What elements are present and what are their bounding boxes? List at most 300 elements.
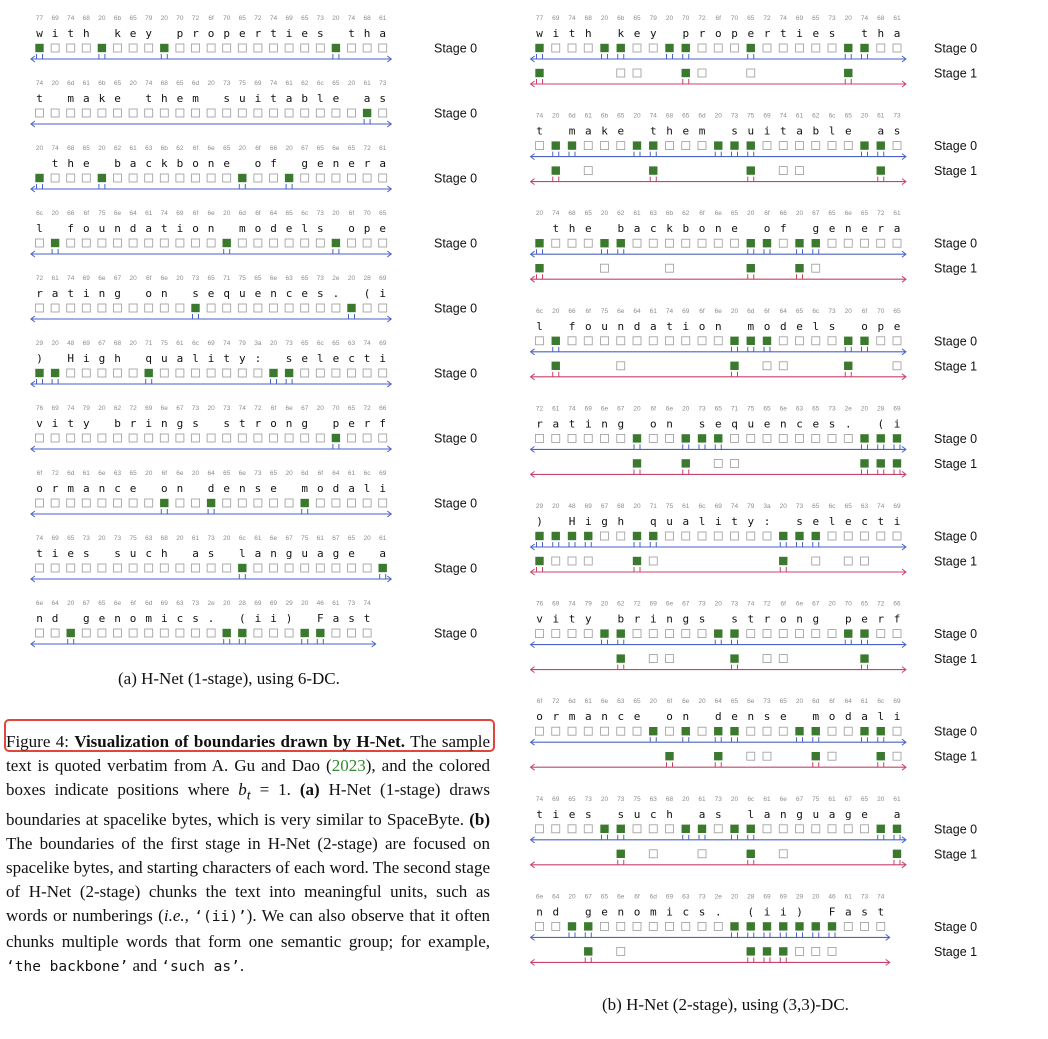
panel-b-hex-label: 65 bbox=[763, 405, 771, 413]
panel-b-hex-label: 74 bbox=[552, 210, 560, 218]
panel-a-hex-label: 64 bbox=[332, 470, 340, 477]
panel-b-empty-box bbox=[568, 239, 576, 247]
panel-a-char-label: i bbox=[51, 417, 59, 430]
panel-b-stage-label: Stage 1 bbox=[934, 66, 978, 81]
panel-b-boundary-box bbox=[649, 141, 657, 149]
panel-a-stage-label: Stage 0 bbox=[434, 626, 478, 641]
panel-a-char-label: e bbox=[332, 92, 340, 105]
panel-a-empty-box bbox=[348, 109, 356, 117]
panel-a-empty-box bbox=[98, 499, 106, 507]
panel-b-empty-box bbox=[666, 434, 674, 442]
panel-b-hex-label: 72 bbox=[633, 600, 641, 608]
panel-b-hex-label: 62 bbox=[617, 210, 625, 218]
panel-b-empty-box bbox=[698, 142, 706, 150]
panel-a-empty-box bbox=[379, 174, 387, 182]
panel-b-empty-box bbox=[552, 630, 560, 638]
panel-b-hex-label: 6e bbox=[600, 405, 609, 413]
panel-a-hex-label: 6f bbox=[255, 145, 261, 152]
panel-b-empty-box bbox=[633, 825, 641, 833]
panel-b-char-label: t bbox=[779, 124, 787, 138]
panel-b-empty-box bbox=[747, 434, 755, 442]
panel-a-char-label: i bbox=[51, 547, 59, 560]
panel-b-char-label: t bbox=[877, 905, 885, 919]
panel-a-hex-label: 74 bbox=[35, 80, 44, 87]
panel-a-empty-box bbox=[82, 174, 90, 182]
panel-a-hex-label: 68 bbox=[67, 145, 75, 152]
panel-a-char-label bbox=[67, 612, 74, 625]
panel-b-hex-label: 69 bbox=[779, 893, 787, 901]
panel-a-char-label: n bbox=[114, 222, 121, 235]
panel-b-char-label: b bbox=[617, 222, 625, 236]
panel-a-hex-label: 65 bbox=[347, 535, 356, 542]
panel-a-hex-label: 65 bbox=[301, 275, 309, 282]
panel-a-empty-box bbox=[82, 304, 90, 312]
panel-b-boundary-box bbox=[552, 337, 560, 345]
panel-b-char-label: e bbox=[763, 417, 771, 431]
panel-b-empty-box bbox=[698, 69, 706, 77]
panel-b-empty-box bbox=[861, 532, 869, 540]
panel-a-hex-label: 6c bbox=[316, 80, 324, 87]
panel-b-hex-label: 74 bbox=[860, 15, 869, 22]
panel-a-hex-label: 69 bbox=[160, 600, 168, 607]
panel-b-char-label: m bbox=[568, 124, 576, 138]
panel-b-boundary-box bbox=[860, 654, 868, 662]
panel-b-hex-label: 46 bbox=[828, 893, 836, 901]
panel-a-hex-label: 61 bbox=[363, 80, 371, 87]
panel-b-hex-label: 6c bbox=[828, 112, 836, 120]
caption-ie: i.e., bbox=[163, 905, 189, 925]
panel-a-hex-label: 6f bbox=[208, 15, 214, 22]
panel-a-stage-label: Stage 0 bbox=[434, 41, 478, 56]
panel-b-char-label: f bbox=[568, 319, 576, 333]
code-snippet: ‘such as’ bbox=[161, 958, 240, 975]
panel-b-char-label: i bbox=[893, 710, 901, 724]
panel-a-hex-label: 20 bbox=[98, 15, 106, 22]
panel-b-char-label: k bbox=[666, 222, 673, 236]
panel-a-empty-box bbox=[176, 369, 184, 377]
panel-b-char-label: g bbox=[584, 905, 592, 919]
figure-label: Figure 4: bbox=[6, 732, 69, 751]
panel-a-char-label: t bbox=[270, 27, 277, 40]
panel-b-empty-box bbox=[552, 557, 560, 565]
panel-a-empty-box bbox=[114, 109, 122, 117]
panel-a-char-label: e bbox=[254, 287, 262, 300]
panel-a-hex-label: 75 bbox=[98, 210, 106, 217]
panel-b-boundary-box bbox=[682, 44, 690, 52]
panel-b-empty-box bbox=[844, 142, 852, 150]
panel-b-empty-box bbox=[779, 44, 787, 52]
panel-b-boundary-box bbox=[682, 434, 690, 442]
panel-a-char-label: o bbox=[254, 157, 262, 170]
panel-a-char-label: a bbox=[254, 547, 262, 560]
panel-b-char-label: n bbox=[779, 417, 787, 431]
panel-a-hex-label: 6f bbox=[255, 210, 261, 217]
panel-a-empty-box bbox=[223, 44, 231, 52]
panel-b-hex-label: 65 bbox=[860, 795, 869, 803]
panel-b-hex-label: 20 bbox=[682, 795, 690, 803]
panel-a-hex-label: 6e bbox=[238, 470, 246, 477]
panel-a-empty-box bbox=[207, 304, 215, 312]
panel-a-empty-box bbox=[254, 499, 262, 507]
panel-b-boundary-box bbox=[779, 922, 787, 930]
caption-text: . bbox=[239, 955, 245, 975]
panel-b-hex-label: 20 bbox=[730, 795, 739, 803]
panel-a-boundary-box bbox=[379, 564, 387, 572]
panel-b-char-label: y bbox=[649, 27, 657, 40]
panel-a-hex-label: 73 bbox=[316, 210, 324, 217]
panel-a-char-label: i bbox=[270, 612, 277, 625]
panel-a-hex-label: 2e bbox=[332, 275, 340, 282]
panel-b-stage-label: Stage 0 bbox=[934, 724, 978, 739]
panel-b-hex-label: 73 bbox=[730, 600, 739, 608]
panel-a-hex-label: 6e bbox=[98, 275, 106, 282]
panel-b-boundary-box bbox=[535, 264, 543, 272]
panel-b-char-label: e bbox=[617, 124, 625, 138]
panel-a-char-label: e bbox=[301, 352, 309, 365]
panel-a-hex-label: 20 bbox=[316, 405, 324, 412]
panel-a-char-label: e bbox=[129, 27, 137, 40]
panel-a-empty-box bbox=[114, 499, 122, 507]
panel-b-char-label bbox=[715, 125, 722, 138]
panel-a-empty-box bbox=[67, 564, 75, 572]
panel-b-empty-box bbox=[584, 337, 592, 345]
panel-b-hex-label: 6e bbox=[714, 210, 722, 218]
panel-a-char-label: a bbox=[192, 547, 199, 560]
panel-b-char-label: o bbox=[698, 222, 706, 236]
panel-b-char-label: a bbox=[649, 319, 657, 333]
panel-b-empty-box bbox=[763, 727, 771, 735]
panel-a-hex-label: 20 bbox=[285, 470, 293, 477]
panel-b-boundary-box bbox=[763, 947, 771, 955]
panel-b-boundary-box bbox=[730, 727, 738, 735]
panel-a-empty-box bbox=[270, 239, 278, 247]
panel-b-hex-label: 6f bbox=[699, 307, 705, 315]
panel-a-hex-label: 6d bbox=[191, 80, 200, 87]
panel-a-empty-box bbox=[67, 434, 75, 442]
panel-a-hex-label: 28 bbox=[363, 275, 371, 282]
panel-a-hex-label: 6d bbox=[145, 600, 153, 607]
panel-b-hex-label: 75 bbox=[665, 503, 674, 510]
panel-b-empty-box bbox=[763, 44, 771, 52]
panel-a-char-label: r bbox=[51, 482, 59, 495]
panel-a-char-label: i bbox=[285, 27, 293, 40]
panel-a-hex-label: 6e bbox=[176, 470, 184, 477]
panel-b-char-label: e bbox=[568, 807, 576, 821]
panel-a-empty-box bbox=[98, 109, 106, 117]
panel-b-char-label: l bbox=[812, 319, 820, 333]
panel-a-empty-box bbox=[301, 239, 309, 247]
panel-b-char-label: r bbox=[633, 612, 641, 626]
panel-a-hex-label: 72 bbox=[363, 145, 371, 152]
panel-a-boundary-box bbox=[238, 174, 246, 182]
panel-b-empty-box bbox=[779, 825, 787, 833]
panel-b-boundary-box bbox=[812, 239, 820, 247]
panel-a-hex-label: 67 bbox=[301, 405, 309, 412]
panel-a-hex-label: 20 bbox=[238, 145, 246, 152]
panel-a-char-label: t bbox=[270, 92, 277, 105]
panel-b-char-label: i bbox=[552, 27, 560, 40]
panel-a-boundary-box bbox=[316, 629, 324, 637]
panel-b-empty-box bbox=[844, 239, 852, 247]
panel-b-hex-label: 74 bbox=[779, 15, 787, 22]
panel-a-hex-label: 6f bbox=[192, 210, 199, 217]
panel-b-empty-box bbox=[601, 532, 609, 540]
panel-a-char-label: t bbox=[36, 547, 43, 560]
panel-b-stage-label: Stage 0 bbox=[934, 919, 978, 934]
panel-b-empty-box bbox=[893, 630, 901, 638]
panel-a-empty-box bbox=[223, 499, 231, 507]
panel-a-empty-box bbox=[379, 369, 387, 377]
panel-a-hex-label: 69 bbox=[254, 80, 262, 87]
panel-a-empty-box bbox=[176, 109, 184, 117]
panel-a-empty-box bbox=[176, 44, 184, 52]
panel-a-empty-box bbox=[285, 304, 293, 312]
panel-a-char-label: t bbox=[67, 417, 75, 430]
panel-a-char-label: c bbox=[176, 612, 184, 625]
panel-a-hex-label: 20 bbox=[51, 340, 59, 347]
panel-a-empty-box bbox=[51, 109, 59, 117]
panel-b-hex-label: 20 bbox=[844, 307, 852, 315]
panel-b-hex-label: 74 bbox=[535, 795, 544, 803]
panel-b-boundary-box bbox=[844, 69, 852, 77]
code-snippet: ‘(ii)’ bbox=[194, 908, 247, 925]
panel-b-boundary-box bbox=[649, 532, 657, 540]
panel-b-empty-box bbox=[666, 922, 674, 930]
panel-b-char-label: s bbox=[698, 417, 706, 431]
panel-a-hex-label: 65 bbox=[332, 340, 340, 347]
panel-a-char-label: s bbox=[379, 92, 387, 105]
panel-b-empty-box bbox=[714, 459, 722, 467]
panel-b-stage-label: Stage 1 bbox=[934, 359, 978, 374]
panel-b-char-label bbox=[552, 320, 559, 333]
panel-b-hex-label: 20 bbox=[730, 893, 739, 901]
panel-b-hex-label: 20 bbox=[747, 210, 755, 218]
panel-a-hex-label: 69 bbox=[82, 340, 90, 347]
panel-a-hex-label: 70 bbox=[176, 15, 184, 22]
panel-b-char-label: b bbox=[812, 124, 820, 138]
panel-a-char-label: i bbox=[379, 482, 387, 495]
panel-b-hex-label: 63 bbox=[682, 893, 690, 901]
panel-b-hex-label: 72 bbox=[698, 15, 706, 22]
panel-a-char-label bbox=[301, 612, 308, 625]
panel-b-char-label: r bbox=[877, 222, 885, 236]
panel-b-hex-label: 6f bbox=[634, 893, 640, 901]
panel-a-char-label: y bbox=[145, 27, 153, 40]
panel-b-empty-box bbox=[763, 825, 771, 833]
panel-a-empty-box bbox=[192, 629, 200, 637]
citation-link[interactable]: 2023 bbox=[331, 755, 366, 775]
panel-b-hex-label: 67 bbox=[844, 795, 852, 803]
panel-a-empty-box bbox=[36, 109, 44, 117]
panel-b-boundary-box bbox=[747, 850, 755, 858]
panel-b-empty-box bbox=[552, 434, 560, 442]
panel-a-hex-label: 6e bbox=[98, 470, 106, 477]
panel-a-hex-label: 68 bbox=[113, 340, 122, 347]
panel-b-boundary-box bbox=[779, 532, 787, 540]
panel-b-boundary-box bbox=[568, 141, 576, 149]
panel-b-empty-box bbox=[779, 239, 787, 247]
panel-a-hex-label: 73 bbox=[316, 275, 324, 282]
panel-b-hex-label: 20 bbox=[600, 600, 609, 608]
panel-a-hex-label: 73 bbox=[207, 535, 215, 542]
panel-b-hex-label: 73 bbox=[714, 795, 722, 803]
panel-b-empty-box bbox=[698, 727, 706, 735]
panel-a-char-label: l bbox=[238, 547, 246, 560]
panel-b-char-label: q bbox=[649, 515, 657, 528]
panel-b-empty-box bbox=[714, 239, 722, 247]
panel-b-char-label: e bbox=[682, 124, 690, 138]
panel-b-hex-label: 28 bbox=[877, 405, 885, 413]
panel-a-empty-box bbox=[270, 629, 278, 637]
panel-b-hex-label: 73 bbox=[698, 405, 706, 413]
panel-b-boundary-box bbox=[568, 922, 576, 930]
panel-a-char-label: g bbox=[82, 612, 90, 625]
panel-b-boundary-box bbox=[795, 239, 803, 247]
panel-b-boundary-box bbox=[552, 362, 560, 370]
panel-a-boundary-box bbox=[98, 174, 106, 182]
panel-b-hex-label: 65 bbox=[860, 210, 869, 218]
panel-a-empty-box bbox=[332, 564, 340, 572]
panel-a-char-label: l bbox=[36, 222, 43, 235]
panel-a-empty-box bbox=[82, 629, 90, 637]
panel-a-hex-label: 6c bbox=[301, 210, 309, 217]
panel-b-hex-label: 67 bbox=[617, 405, 625, 413]
panel-b-hex-label: 6d bbox=[568, 112, 576, 120]
panel-b-hex-label: 75 bbox=[633, 795, 641, 803]
panel-a-char-label: r bbox=[363, 417, 371, 430]
panel-b-empty-box bbox=[617, 727, 625, 735]
panel-b-hex-label: 73 bbox=[584, 795, 592, 803]
panel-a-hex-label: 61 bbox=[51, 275, 59, 282]
panel-b-hex-label: 75 bbox=[812, 795, 820, 803]
panel-b-empty-box bbox=[796, 434, 804, 442]
panel-a-hex-label: 65 bbox=[347, 405, 356, 412]
panel-a-hex-label: 69 bbox=[51, 15, 59, 22]
panel-a-char-label bbox=[286, 482, 293, 495]
panel-a-empty-box bbox=[254, 109, 262, 117]
panel-a-hex-label: 65 bbox=[269, 470, 278, 477]
panel-a-empty-box bbox=[379, 499, 387, 507]
panel-a-char-label: s bbox=[114, 547, 121, 560]
panel-b-boundary-box bbox=[730, 922, 738, 930]
panel-b-char-label: n bbox=[666, 612, 673, 626]
panel-a-hex-label: 73 bbox=[254, 470, 262, 477]
panel-a-char-label: t bbox=[363, 612, 371, 625]
panel-a-hex-label: 67 bbox=[285, 535, 293, 542]
panel-b-char-label: n bbox=[747, 710, 755, 724]
panel-b-empty-box bbox=[584, 557, 592, 565]
panel-a-hex-label: 20 bbox=[129, 275, 137, 282]
panel-b-boundary-box bbox=[552, 141, 560, 149]
panel-b-char-label: s bbox=[828, 27, 836, 40]
panel-a-char-label: c bbox=[114, 482, 121, 495]
panel-b-char-label: f bbox=[779, 222, 787, 236]
panel-b-hex-label: 3a bbox=[763, 503, 771, 510]
panel-a-empty-box bbox=[160, 434, 168, 442]
panel-a-hex-label: 73 bbox=[191, 405, 200, 412]
panel-a-empty-box bbox=[348, 174, 356, 182]
panel-b-char-label: o bbox=[714, 27, 722, 40]
panel-a-hex-label: 6e bbox=[160, 405, 168, 412]
panel-b-boundary-box bbox=[860, 141, 868, 149]
panel-b-hex-label: 74 bbox=[535, 112, 544, 120]
panel-a-char-label: r bbox=[192, 27, 199, 40]
panel-b-hex-label: 73 bbox=[698, 893, 706, 901]
panel-b-hex-label: 72 bbox=[763, 15, 771, 22]
panel-a-empty-box bbox=[207, 369, 215, 377]
panel-a-char-label: u bbox=[98, 222, 106, 235]
panel-a-hex-label: 74 bbox=[363, 340, 371, 347]
panel-b-char-label: a bbox=[877, 124, 885, 138]
panel-b-empty-box bbox=[601, 922, 609, 930]
panel-b-char-label: s bbox=[731, 124, 738, 138]
panel-a-char-label bbox=[52, 92, 59, 105]
panel-b-empty-box bbox=[812, 557, 820, 565]
panel-b-empty-box bbox=[617, 362, 625, 370]
panel-b-empty-box bbox=[844, 727, 852, 735]
panel-a-hex-label: 20 bbox=[98, 535, 106, 542]
panel-b-char-label: e bbox=[747, 27, 755, 40]
panel-b-boundary-box bbox=[812, 752, 820, 760]
panel-a-empty-box bbox=[379, 239, 387, 247]
panel-a-char-label: c bbox=[285, 287, 293, 300]
panel-a-char-label: e bbox=[285, 222, 293, 235]
panel-a-char-label: h bbox=[114, 352, 121, 365]
panel-a-char-label: s bbox=[207, 547, 215, 560]
panel-a-hex-label: 69 bbox=[145, 405, 153, 412]
panel-b-char-label: a bbox=[584, 124, 592, 138]
panel-b-empty-box bbox=[796, 337, 804, 345]
panel-b-char-label: h bbox=[568, 222, 576, 236]
panel-b-hex-label: 6c bbox=[877, 698, 885, 706]
panel-b-char-label: k bbox=[601, 124, 608, 138]
panel-a-empty-box bbox=[176, 499, 184, 507]
panel-b-boundary-box bbox=[617, 654, 625, 662]
panel-b-char-label: s bbox=[714, 807, 722, 821]
panel-b-char-label: u bbox=[666, 515, 673, 528]
panel-b-empty-box bbox=[747, 532, 755, 540]
panel-a-boundary-box bbox=[35, 369, 43, 377]
panel-a-empty-box bbox=[114, 44, 122, 52]
panel-a-empty-box bbox=[332, 629, 340, 637]
panel-b-char-label: ( bbox=[877, 417, 885, 431]
panel-b-hex-label: 6f bbox=[764, 210, 770, 218]
panel-b-empty-box bbox=[731, 459, 739, 467]
panel-b-empty-box bbox=[731, 44, 739, 52]
panel-b-boundary-box bbox=[649, 166, 657, 174]
panel-a-empty-box bbox=[176, 629, 184, 637]
panel-a-empty-box bbox=[223, 304, 231, 312]
panel-b-empty-box bbox=[747, 69, 755, 77]
panel-b-boundary-box bbox=[747, 44, 755, 52]
panel-a-hex-label: 6f bbox=[36, 470, 43, 477]
panel-a-boundary-box bbox=[160, 499, 168, 507]
panel-a-hex-label: 20 bbox=[207, 80, 215, 87]
panel-a-char-label bbox=[239, 157, 246, 170]
panel-b-hex-label: 6e bbox=[714, 307, 722, 315]
panel-b-char-label bbox=[601, 222, 608, 235]
panel-b-stage-label: Stage 1 bbox=[934, 261, 978, 276]
panel-a-char-label: l bbox=[316, 352, 324, 365]
panel-b-empty-box bbox=[796, 947, 804, 955]
panel-a-empty-box bbox=[129, 629, 137, 637]
panel-a-empty-box bbox=[223, 369, 231, 377]
panel-b-char-label bbox=[731, 905, 738, 918]
panel-b-empty-box bbox=[714, 532, 722, 540]
panel-a-hex-label: 20 bbox=[129, 340, 137, 347]
panel-a-hex-label: 73 bbox=[223, 405, 231, 412]
panel-a-char-label bbox=[177, 547, 184, 560]
